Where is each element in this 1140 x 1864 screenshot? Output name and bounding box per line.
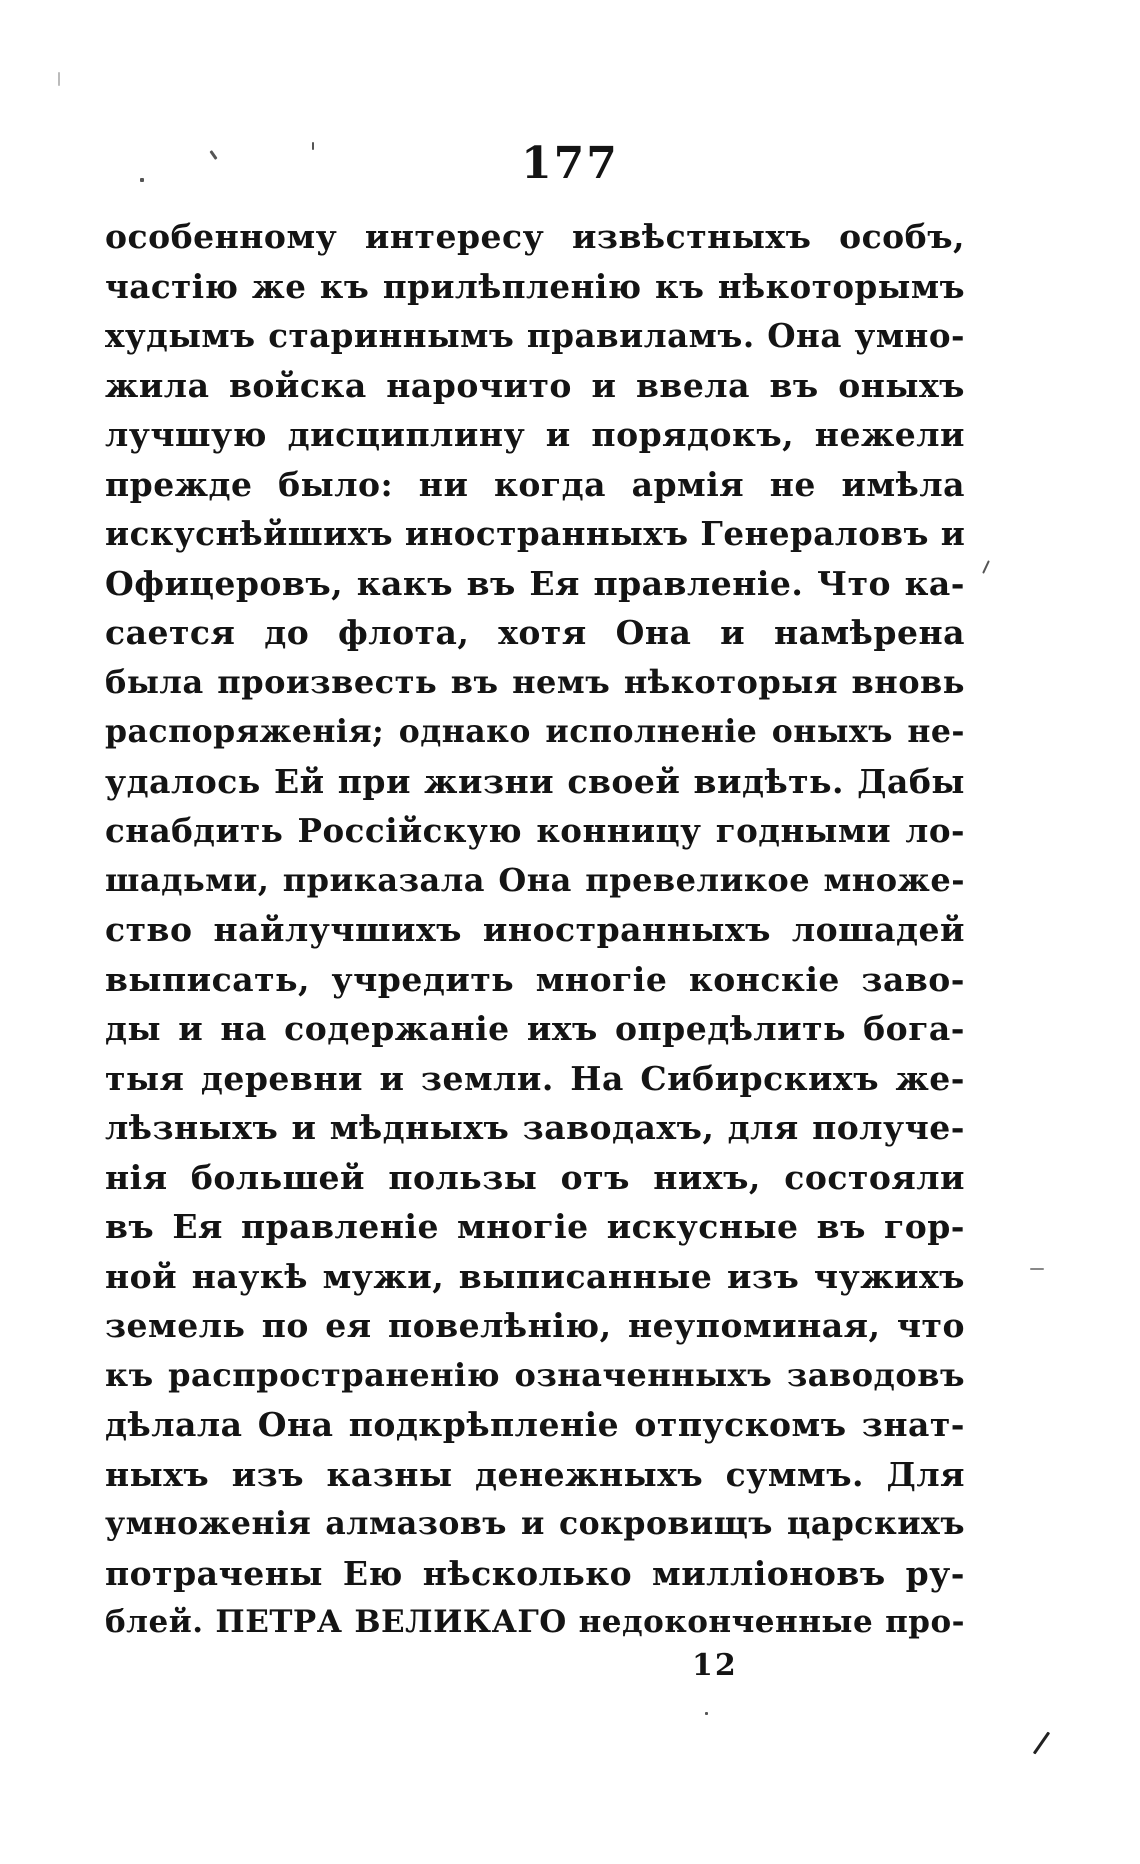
body-text xyxy=(105,212,965,1648)
text-line: нія большей пользы отъ нихъ, состояли xyxy=(105,1157,965,1197)
text-line: лучшую дисциплину и порядокъ, нежели xyxy=(105,415,965,454)
text-line: земель по ея повелѣнію, неупоминая, что xyxy=(105,1306,965,1345)
text-line: блей. ПЕТРА ВЕЛИКАГО недоконченные про- xyxy=(105,1604,965,1640)
text-line: снабдить Россійскую конницу годными ло- xyxy=(105,811,965,850)
text-line: ныхъ изъ казны денежныхъ суммъ. Для xyxy=(105,1454,965,1494)
text-line: особенному интересу извѣстныхъ особъ, xyxy=(105,217,965,256)
text-line: жила войска нарочито и ввела въ оныхъ xyxy=(105,365,965,405)
text-line: сается до флота, хотя Она и намѣрена xyxy=(105,613,965,652)
page-number: 177 xyxy=(521,138,619,189)
text-line: тыя деревни и земли. На Сибирскихъ же- xyxy=(105,1058,965,1098)
signature-mark: 12 xyxy=(692,1648,738,1683)
text-line: шадьми, приказала Она превеликое множе- xyxy=(105,860,965,899)
text-line: была произвесть въ немъ нѣкоторыя вновь xyxy=(105,662,965,701)
text-line: ды и на содержаніе ихъ опредѣлить бога- xyxy=(105,1009,965,1048)
scan-speck xyxy=(705,1712,708,1715)
scan-speck xyxy=(312,142,314,150)
scan-speck xyxy=(140,178,144,182)
text-line: частію же къ прилѣпленію къ нѣкоторымъ xyxy=(105,266,965,306)
text-line: худымъ стариннымъ правиламъ. Она умно- xyxy=(105,316,965,355)
text-line: умноженія алмазовъ и сокровищъ царскихъ xyxy=(105,1505,965,1542)
text-line: прежде было: ни когда армія не имѣла xyxy=(105,464,965,504)
text-line: Офицеровъ, какъ въ Ея правленіе. Что ка- xyxy=(105,563,965,603)
text-line: выписать, учредить многіе конскіе заво- xyxy=(105,959,965,999)
text-line: распоряженія; однако исполненіе оныхъ не- xyxy=(105,713,965,750)
text-line: къ распространенію означенныхъ заводовъ xyxy=(105,1355,965,1394)
text-line: ной наукѣ мужи, выписанные изъ чужихъ xyxy=(105,1256,965,1296)
text-line: лѣзныхъ и мѣдныхъ заводахъ, для получе- xyxy=(105,1108,965,1147)
text-line: ство найлучшихъ иностранныхъ лошадей xyxy=(105,910,965,949)
scan-speck xyxy=(1030,1268,1044,1270)
text-line: дѣлала Она подкрѣпленіе отпускомъ знат- xyxy=(105,1405,965,1444)
text-line: искуснѣйшихъ иностранныхъ Генераловъ и xyxy=(105,514,966,553)
text-line: потрачены Ею нѣсколько милліоновъ ру- xyxy=(105,1553,965,1593)
text-line: въ Ея правленіе многіе искусные въ гор- xyxy=(105,1207,965,1246)
scan-speck xyxy=(1033,1731,1050,1754)
scan-speck xyxy=(982,560,990,574)
scan-speck xyxy=(58,72,60,86)
text-line: удалось Ей при жизни своей видѣть. Дабы xyxy=(105,761,965,801)
